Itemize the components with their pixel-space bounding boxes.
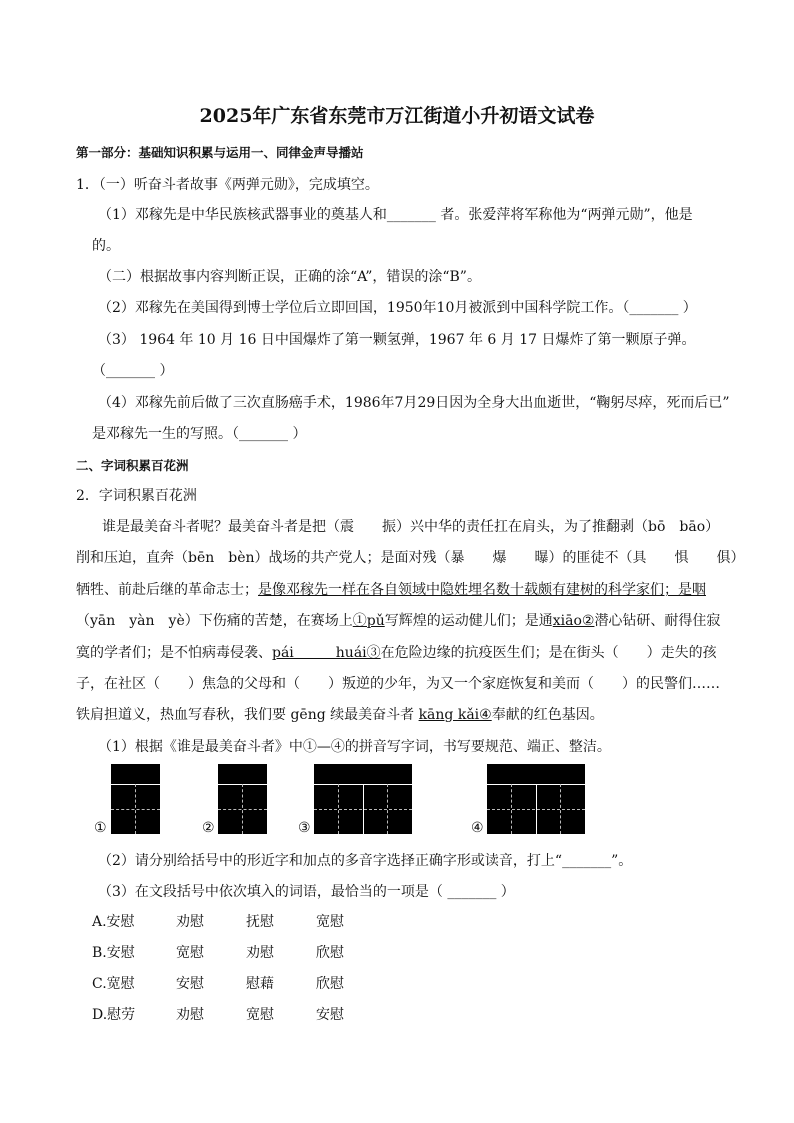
grid-number-2: ② [202,820,215,836]
section-heading-1: 第一部分：基础知识积累与运用一、同律金声导播站 [76,145,364,160]
passage-text: 铁肩担道义，热血写春秋，我们要 gēng 续最美奋斗者 [76,707,419,723]
q1-part2-instruction: （二）根据故事内容判断正误，正确的涂“A”，错误的涂“B”。 [98,269,481,285]
option-word: 宽慰 [316,914,344,930]
option-word: 安慰 [316,1007,344,1023]
option-word: 抚慰 [246,914,274,930]
passage-text: 在危险边缘的抗疫医生们；是在街头（ ）走失的孩 [380,645,717,661]
pinyin-blank-2: xiāo② [552,613,595,629]
option-word: A.安慰 [92,914,135,930]
passage-text: 潜心钻研、耐得住寂 [594,613,721,629]
option-word: 宽慰 [176,945,204,961]
page-title: 2025年广东省东莞市万江街道小升初语文试卷 [199,105,595,127]
q1-sub4-line1: （4）邓稼先前后做了三次直肠癌手术，1986年7月29日因为全身大出血逝世，“鞠躬尽瘁，死而后已” [98,395,730,411]
passage-text: 牺牲、前赴后继的革命志士； [76,582,258,598]
question-1-stem: 1．（一）听奋斗者故事《两弹元勋》，完成填空。 [76,177,379,193]
option-word: 劝慰 [176,914,204,930]
option-word: 欣慰 [316,976,344,992]
q1-sub2: （2）邓稼先在美国得到博士学位后立即回国，1950年10月被派到中国科学院工作。（_______ ） [98,300,697,316]
passage-line-2: 削和压迫，直奔（bēn bèn）战场的共产党人；是面对残（暴 爆 曝）的匪徒不（具 惧 俱） [76,550,745,566]
writing-grid-1[interactable] [111,764,160,834]
option-word: 欣慰 [316,945,344,961]
writing-grid-3[interactable] [314,764,412,834]
option-word: 宽慰 [246,1007,274,1023]
passage-text: 写辉煌的运动健儿们；是通 [384,613,553,629]
question-2-stem: 2．字词积累百花洲 [76,488,197,504]
q1-sub3-line2: （_______ ） [92,363,174,379]
option-word: 慰藉 [246,976,274,992]
pinyin-blank-3: pái huái③ [272,645,381,661]
option-word: D.慰劳 [92,1007,136,1023]
section-heading-2: 二、字词积累百花洲 [76,458,189,473]
pinyin-blank-1: ①pǔ [352,613,385,629]
grid-number-3: ③ [298,820,311,836]
q2-sub1: （1）根据《谁是最美奋斗者》中①—④的拼音写字词，书写要规范、端正、整洁。 [98,739,611,755]
q2-sub2: （2）请分别给括号中的形近字和加点的多音字选择正确字形或读音，打上“_______”。 [98,853,633,869]
passage-text: 奉献的红色基因。 [491,707,604,723]
passage-text: 寞的学者们；是不怕病毒侵袭、 [76,645,272,661]
q1-sub1-line1: （1）邓稼先是中华民族核武器事业的奠基人和_______ 者。张爱萍将军称他为“两弹元勋”，他是 [98,207,693,223]
grid-number-4: ④ [471,820,484,836]
option-word: 劝慰 [176,1007,204,1023]
option-word: 劝慰 [246,945,274,961]
passage-line-6: 子，在社区（ ）焦急的父母和（ ）叛逆的少年，为又一个家庭恢复和美而（ ）的民警们…… [76,676,720,692]
passage-line-1: 谁是最美奋斗者呢？最美奋斗者是把（震 振）兴中华的责任扛在肩头，为了推翻剥（bō bāo） [102,519,720,535]
writing-grid-2[interactable] [218,764,267,834]
q2-sub3: （3）在文段括号中依次填入的词语，最恰当的一项是（ _______ ） [98,884,515,900]
q1-sub1-line2: 的。 [92,238,120,254]
passage-line-5 [76,643,717,663]
option-word: 安慰 [176,976,204,992]
passage-line-3 [76,580,706,600]
underlined-sentence: 是像邓稼先一样在各自领域中隐姓埋名数十载颇有建树的科学家们；是咽 [258,582,706,598]
option-word: B.安慰 [92,945,135,961]
option-word: C.宽慰 [92,976,135,992]
passage-line-4 [76,611,720,631]
passage-text: （yān yàn yè）下伤痛的苦楚，在赛场上 [76,613,353,629]
pinyin-blank-4: kāng kǎi④ [418,707,492,723]
grid-number-1: ① [94,820,107,836]
q1-sub3-line1: （3） 1964 年 10 月 16 日中国爆炸了第一颗氢弹，1967 年 6 月 17 日爆炸了第一颗原子弹。 [98,332,696,348]
q1-sub4-line2: 是邓稼先一生的写照。（_______ ） [92,426,307,442]
passage-line-7 [76,705,604,725]
writing-grid-4[interactable] [487,764,585,834]
